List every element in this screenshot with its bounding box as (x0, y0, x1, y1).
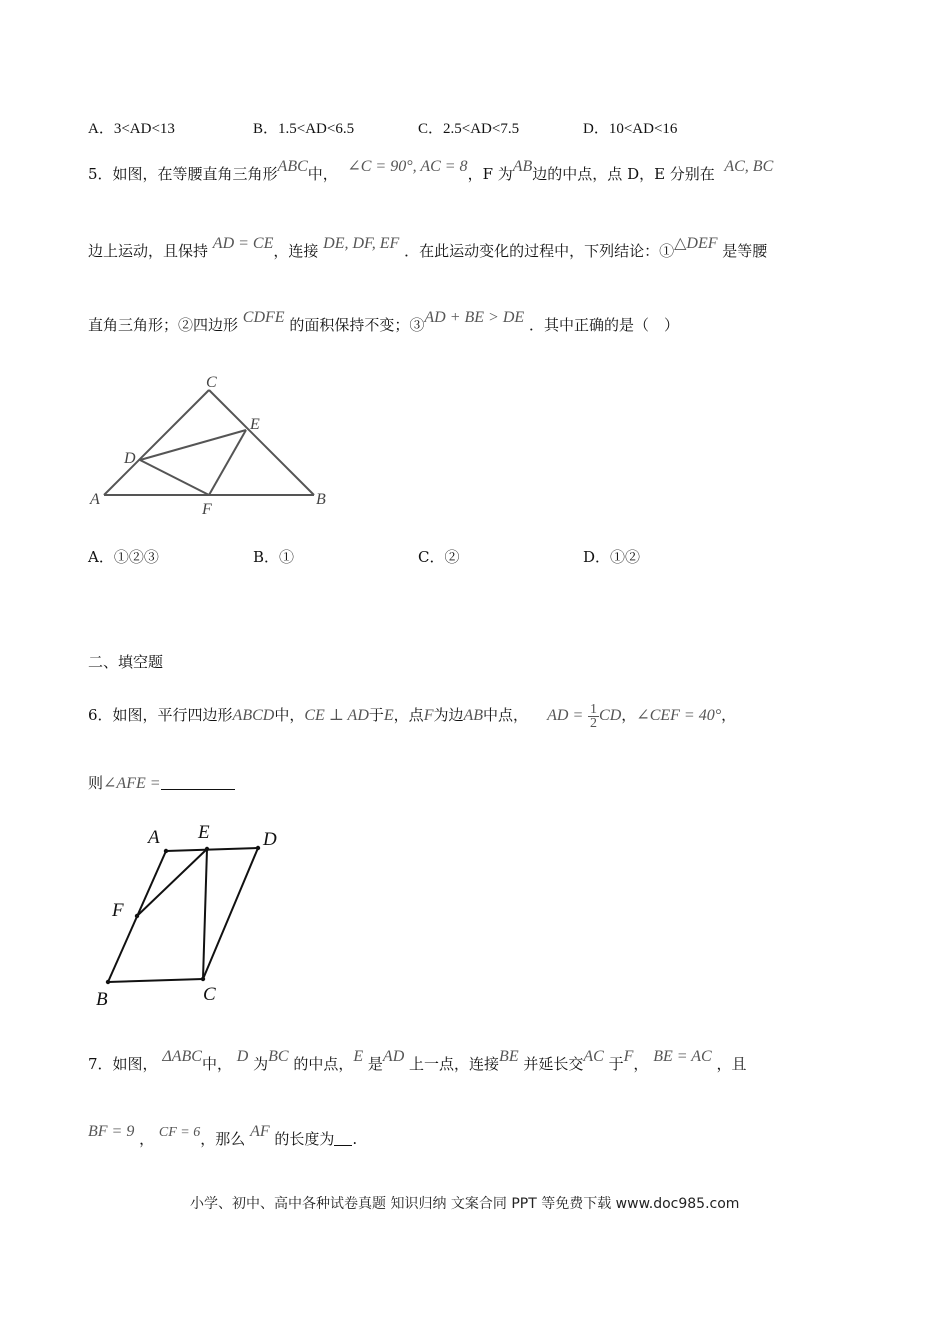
label-a: A (148, 827, 160, 848)
segment-de (140, 430, 246, 460)
text: 中， (307, 165, 338, 183)
text: 的长度为 (274, 1130, 335, 1148)
q6-line-2 (88, 772, 235, 793)
edge-ac (104, 390, 209, 495)
math-abcd: ABCD (232, 707, 275, 724)
math-abc: ABC (277, 158, 308, 175)
text: 是 (367, 1055, 383, 1073)
math-f: F (423, 707, 434, 724)
text: ， (721, 706, 737, 724)
fraction-numerator: 1 (590, 701, 598, 717)
math-ad: AD (382, 1048, 405, 1065)
label-f: F (202, 501, 212, 517)
math-ab: AB (463, 707, 484, 724)
math-ad-eq-ce: AD = CE (212, 235, 274, 252)
text: 边的中点，点 D，E 分别在 (532, 165, 715, 183)
q7-number: 7．如图， (88, 1055, 158, 1073)
text: 边上运动，且保持 (88, 242, 209, 260)
text: . (352, 1130, 358, 1148)
math-bc: BC (268, 1048, 289, 1065)
label-e: E (250, 416, 260, 433)
q4-option-a: A．3<AD<13 (88, 121, 175, 137)
math-inequality: AD + BE > DE (424, 309, 525, 326)
edge-ad (166, 848, 258, 851)
q5-line-1 (88, 158, 774, 184)
section-title: 二、填空题 (88, 653, 164, 671)
math-cdfe: CDFE (242, 309, 285, 326)
text: 为边 (433, 706, 464, 724)
math-angle-c: ∠C = 90°, AC = 8 (347, 158, 468, 175)
segment-df (140, 460, 209, 495)
text: ， (621, 706, 637, 724)
fraction-denominator: 2 (590, 715, 598, 731)
math-ac: AC (583, 1048, 604, 1065)
text: ，点 (393, 706, 424, 724)
label-a: A (90, 491, 100, 508)
segment-ec (203, 849, 207, 979)
text: ．其中正确的是（ ） (528, 316, 679, 334)
q7-line-1 (88, 1048, 747, 1074)
q4-option-c: C．2.5<AD<7.5 (418, 121, 520, 137)
math-cd: CD (599, 707, 622, 724)
text: ．在此运动变化的过程中，下列结论：① (404, 242, 675, 260)
label-d: D (263, 829, 277, 850)
q7-line-2 (88, 1123, 358, 1149)
text: 上一点，连接 (409, 1055, 500, 1073)
text: ，F 为 (467, 165, 513, 183)
text: ，且 (716, 1055, 747, 1073)
answer-blank[interactable] (161, 775, 235, 790)
text: ，那么 (200, 1130, 246, 1148)
text: 为 (253, 1055, 269, 1073)
edge-cb (108, 979, 203, 982)
q5-triangle-figure (86, 372, 346, 517)
math-cf-eq-6: CF = 6 (158, 1125, 201, 1140)
math-bf-eq-9: BF = 9 (88, 1123, 135, 1140)
math-ab: AB (512, 158, 533, 175)
text: ， (633, 1055, 649, 1073)
q5-line-2 (88, 235, 768, 261)
label-c: C (206, 374, 217, 391)
label-f: F (112, 900, 124, 921)
q6-parallelogram-figure (90, 818, 290, 1010)
math-triangle-def: △DEF (674, 235, 718, 252)
math-de-df-ef: DE, DF, EF (323, 235, 400, 252)
math-ac-bc: AC, BC (724, 158, 774, 175)
math-angle-afe: ∠AFE = (103, 775, 161, 792)
answer-blank[interactable] (334, 1131, 352, 1146)
label-b: B (316, 491, 326, 508)
q6-number: 6．如图，平行四边形 (88, 706, 233, 724)
text: 的中点， (293, 1055, 354, 1073)
math-d: D (236, 1048, 249, 1065)
fraction-one-half (588, 703, 599, 730)
text: 中， (274, 706, 305, 724)
math-ce-perp-ad: CE ⊥ AD (304, 707, 369, 724)
text: 中点， (483, 706, 529, 724)
math-e: E (383, 707, 394, 724)
label-c: C (203, 984, 216, 1005)
text: 于 (608, 1055, 624, 1073)
math-ad-eq: AD = (547, 707, 584, 724)
text: 则 (88, 774, 104, 792)
math-angle-cef: ∠CEF = 40° (636, 707, 722, 724)
label-e: E (198, 822, 210, 843)
math-be-eq-ac: BE = AC (653, 1048, 712, 1065)
math-e: E (353, 1048, 364, 1065)
label-d: D (124, 450, 136, 467)
math-f: F (623, 1048, 634, 1065)
text: ， (139, 1130, 155, 1148)
segment-ef (137, 849, 207, 916)
text: 是等腰 (722, 242, 768, 260)
q5-option-b: B．① (253, 548, 295, 566)
text: 直角三角形；②四边形 (88, 316, 239, 334)
text: ，连接 (273, 242, 319, 260)
q4-option-d: D．10<AD<16 (583, 121, 678, 137)
q5-line-3 (88, 309, 679, 335)
edge-dc (203, 848, 258, 979)
math-af: AF (250, 1123, 270, 1140)
text: 并延长交 (523, 1055, 584, 1073)
q5-option-d: D．①② (583, 548, 641, 566)
q5-number: 5．如图，在等腰直角三角形 (88, 165, 278, 183)
text: 的面积保持不变；③ (289, 316, 425, 334)
text: 中， (201, 1055, 232, 1073)
q6-line-1 (88, 700, 736, 731)
edge-cb (209, 390, 314, 495)
label-b: B (96, 989, 108, 1010)
q5-option-a: A．①②③ (88, 548, 159, 566)
q4-option-b: B．1.5<AD<6.5 (253, 121, 355, 137)
q5-option-c: C．② (418, 548, 460, 566)
footer-text: 小学、初中、高中各种试卷真题 知识归纳 文案合同 PPT 等免费下载 www.doc985.com (190, 1196, 740, 1212)
math-triangle-abc: ΔABC (162, 1048, 202, 1065)
text: 于 (368, 706, 384, 724)
math-be: BE (499, 1048, 519, 1065)
